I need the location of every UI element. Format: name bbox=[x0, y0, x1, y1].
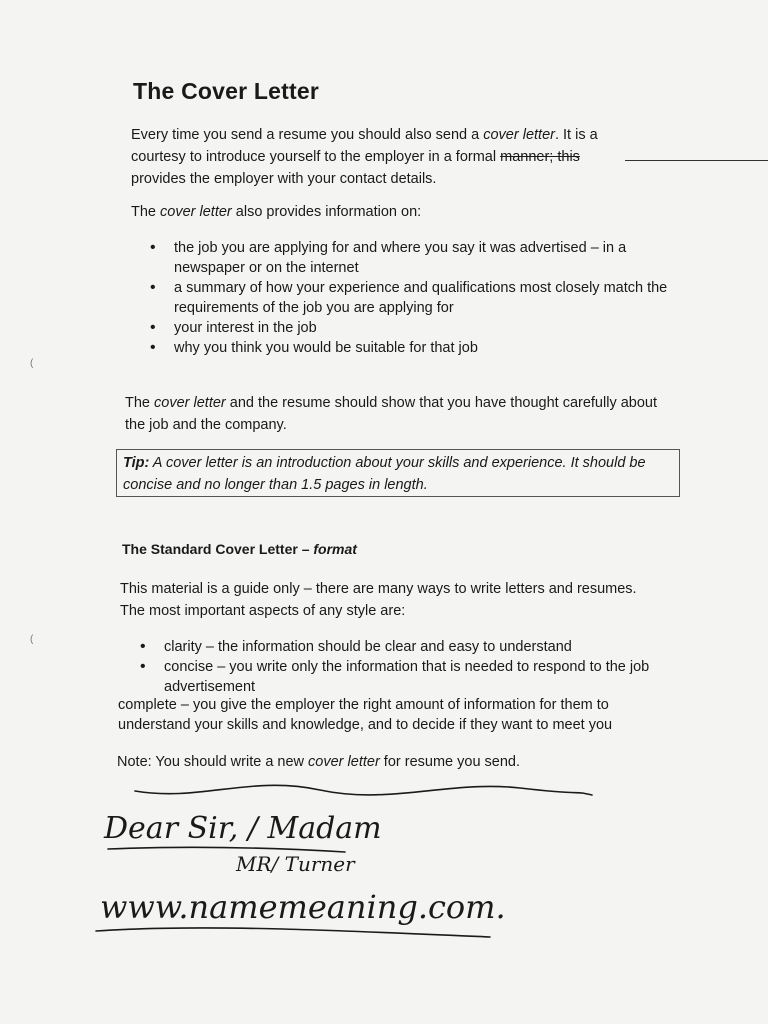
intro-em: cover letter bbox=[483, 127, 555, 143]
list-item: • concise – you write only the information that is needed to respond to the job advertisement bbox=[140, 657, 660, 697]
intro-line-3: provides the employer with your contact details. bbox=[131, 171, 437, 187]
also-text: also provides information on: bbox=[231, 204, 422, 220]
scan-mark: ( bbox=[30, 358, 34, 369]
intro-text: courtesy to introduce yourself to the employer in a formal bbox=[131, 149, 501, 165]
section-heading-em: format bbox=[313, 541, 357, 557]
list-item: • a summary of how your experience and qualifications most closely match the requirements of the job you are applying for bbox=[150, 278, 670, 318]
tip-label: Tip: bbox=[123, 455, 150, 471]
scan-mark: ( bbox=[30, 634, 34, 645]
guide-paragraph: This material is a guide only – there are many ways to write letters and resumes. The most important aspects of any style are: bbox=[120, 581, 637, 619]
intro-text: Every time you send a resume you should also send a bbox=[131, 127, 484, 143]
list-item: • clarity – the information should be clear and easy to understand bbox=[140, 637, 660, 657]
page-title: The Cover Letter bbox=[133, 78, 319, 104]
complete-paragraph: complete – you give the employer the right amount of information for them to understand your skills and knowledge, and to decide if they want to meet you bbox=[118, 697, 613, 733]
also-em: cover letter bbox=[160, 204, 232, 220]
note-text: Note: You should write a new bbox=[117, 754, 309, 770]
also-text: The bbox=[131, 204, 161, 220]
handwritten-name: MR/ Turner bbox=[236, 852, 355, 876]
resume-text: The bbox=[125, 395, 155, 411]
resume-em: cover letter bbox=[154, 395, 226, 411]
resume-text: and the resume should show that you have thought carefully about the job and the company. bbox=[125, 395, 658, 433]
underline-2 bbox=[96, 928, 490, 937]
handwritten-url: www.namemeaning.com. bbox=[100, 888, 506, 926]
list-item: • your interest in the job bbox=[150, 318, 670, 338]
note-text: for resume you send. bbox=[379, 754, 521, 770]
list-item: • why you think you would be suitable for that job bbox=[150, 338, 670, 358]
tip-text: A cover letter is an introduction about your skills and experience. It should be concise and no longer than 1.5 pages in length. bbox=[123, 455, 646, 493]
list-item: • the job you are applying for and where you say it was advertised – in a newspaper or on the internet bbox=[150, 238, 670, 278]
handwritten-greeting: Dear Sir, / Madam bbox=[104, 811, 382, 846]
note-em: cover letter bbox=[308, 754, 380, 770]
struck-text: manner; this bbox=[500, 149, 580, 165]
wavy-underline bbox=[135, 785, 592, 795]
section-heading-text: The Standard Cover Letter – bbox=[122, 541, 314, 557]
intro-text: . It is a bbox=[554, 127, 598, 143]
